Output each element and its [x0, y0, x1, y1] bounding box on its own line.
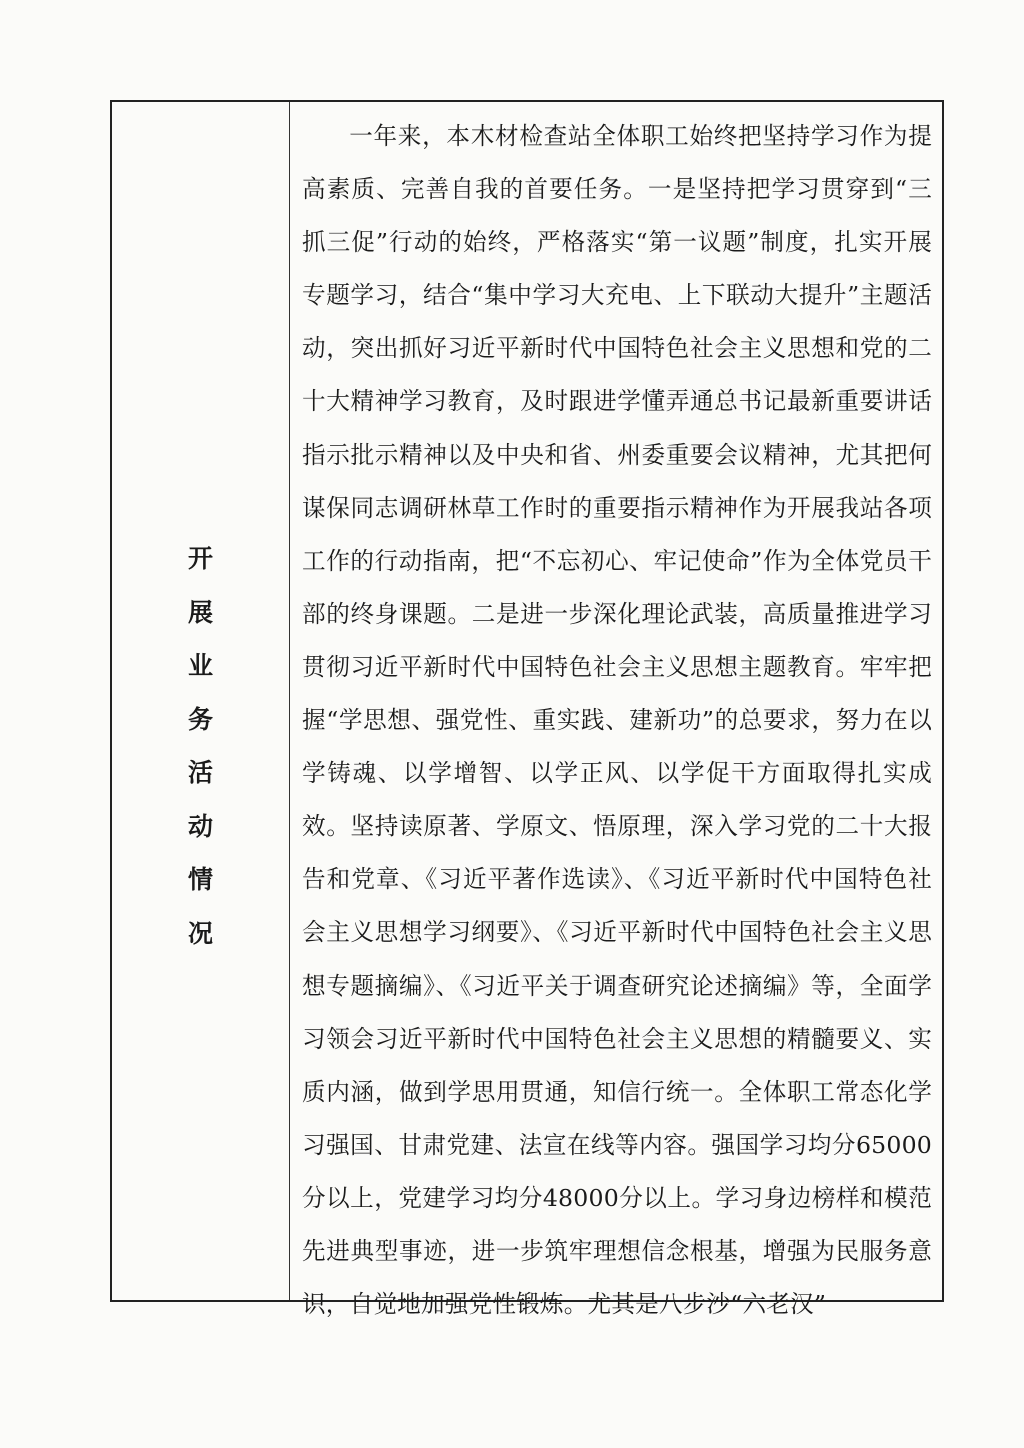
section-label-char: 开 — [187, 544, 213, 573]
section-label-char: 业 — [187, 651, 213, 680]
activity-form-table — [110, 100, 944, 1319]
section-label-cell — [112, 102, 290, 1300]
section-label-char: 展 — [187, 597, 213, 627]
content-cell — [290, 102, 942, 1319]
section-label-char: 动 — [187, 811, 213, 841]
section-label-char: 活 — [187, 758, 213, 787]
section-label-char: 务 — [187, 704, 213, 734]
section-label-char: 情 — [187, 865, 213, 894]
body-paragraph: 一年来，本木材检查站全体职工始终把坚持学习作为提高素质、完善自我的首要任务。一是坚持把学习贯穿到“三抓三促”行动的始终，严格落实“第一议题”制度，扎实开展专题学习，结合“集中学习大充电、上下联动大提升”主题活动，突出抓好习近平新时代中国特色社会主义思想和党的二十大精神学习教育，及时跟进学懂弄通总书记最新重要讲话指示批示精神以及中央和省、州委重要会议精神，尤其把何谋保同志调研林草工作时的重要指示精神作为开展我站各项工作的行动指南，把“不忘初心、牢记使命”作为全体党员干部的终身课题。二是进一步深化理论武装，高质量推进学习贯彻习近平新时代中国特色社会主义思想主题教育。牢牢把握“学思想、强党性、重实践、建新功”的总要求，努力在以学铸魂、以学增智、以学正风、以学促干方面取得扎实成效。坚持读原著、学原文、悟原理，深入学习党的二十大报告和党章、《习近平著作选读》、《习近平新时代中国特色社会主义思想学习纲要》、《习近平新时代中国特色社会主义思想专题摘编》、《习近平关于调查研究论述摘编》等，全面学习领会习近平新时代中国特色社会主义思想的精髓要义、实质内涵，做到学思用贯通，知信行统一。全体职工常态化学习强国、甘肃党建、法宣在线等内容。强国学习均分65000分以上，党建学习均分48000分以上。学习身边榜样和模范先进典型事迹，进一步筑牢理想信念根基，增强为民服务意识，自觉地加强党性锻炼。尤其是八步沙“六老汉” — [302, 122, 932, 1319]
section-label — [188, 532, 213, 960]
section-label-char: 况 — [187, 918, 213, 948]
